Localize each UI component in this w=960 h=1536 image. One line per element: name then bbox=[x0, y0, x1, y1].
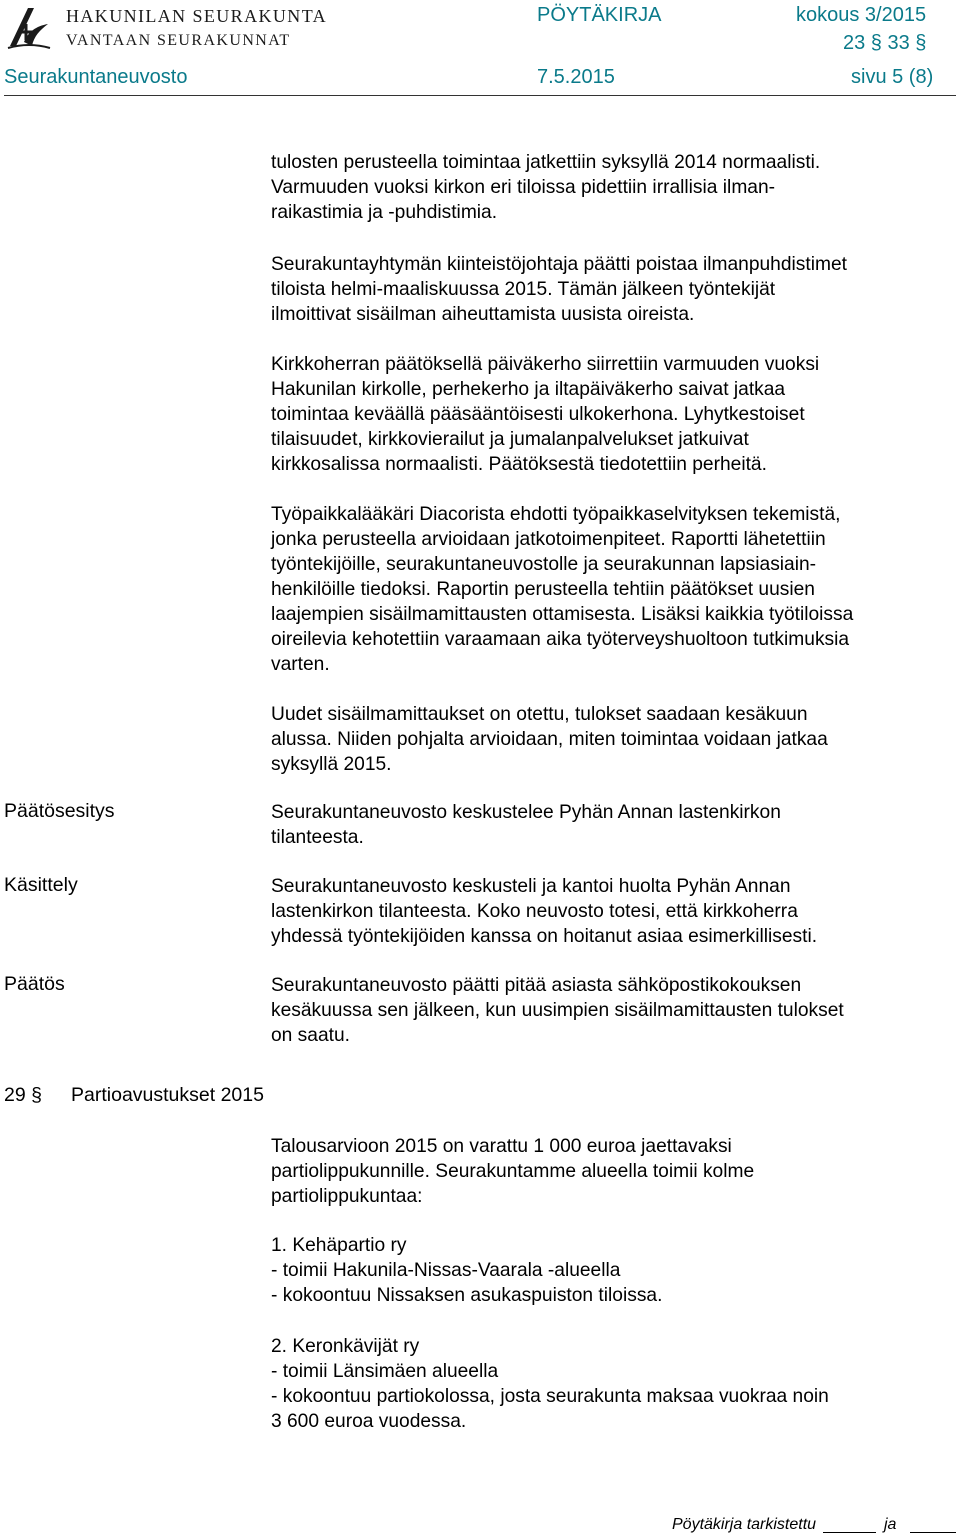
text-line: Kirkkoherran päätöksellä päiväkerho siirrettiin varmuuden vuoksi bbox=[271, 354, 820, 375]
text-line: Varmuuden vuoksi kirkon eri tiloissa pidettiin irrallisia ilman- bbox=[271, 177, 776, 198]
paragraph-4 bbox=[271, 502, 853, 677]
paragraph-5 bbox=[271, 702, 828, 777]
text-line: Talousarvioon 2015 on varattu 1 000 euroa jaettavaksi bbox=[271, 1136, 732, 1157]
section-number: 29 § bbox=[4, 1084, 42, 1106]
text-line: 2. Keronkävijät ry bbox=[271, 1336, 420, 1357]
text-line: jonka perusteella arvioidaan jatkotoimenpiteet. Raportti lähetettiin bbox=[271, 529, 826, 550]
church-emblem-logo bbox=[4, 2, 54, 52]
text-line: Seurakuntayhtymän kiinteistöjohtaja päätti poistaa ilmanpuhdistimet bbox=[271, 254, 847, 275]
text-line: henkilöille tiedoksi. Raportin perusteella tehtiin päätökset uusien bbox=[271, 579, 815, 600]
text-line: kirkkosalissa normaalisti. Päätöksestä tiedotettiin perheitä. bbox=[271, 454, 767, 475]
text-line: Työpaikkalääkäri Diacorista ehdotti työpaikkaselvityksen tekemistä, bbox=[271, 504, 841, 525]
text-line: Hakunilan kirkolle, perhekerho ja iltapäiväkerho saivat jatkaa bbox=[271, 379, 786, 400]
handling-text bbox=[271, 874, 817, 949]
text-line: - toimii Länsimäen alueella bbox=[271, 1361, 499, 1382]
decision-label: Päätös bbox=[4, 973, 65, 995]
text-line: Seurakuntaneuvosto keskusteli ja kantoi huolta Pyhän Annan bbox=[271, 876, 791, 897]
footer-and: ja bbox=[884, 1516, 897, 1533]
text-line: Seurakuntaneuvosto päätti pitää asiasta sähköpostikokouksen bbox=[271, 975, 802, 996]
troop-2 bbox=[271, 1334, 829, 1434]
text-line: kesäkuussa sen jälkeen, kun uusimpien sisäilmamittausten tulokset bbox=[271, 1000, 844, 1021]
proposal-label: Päätösesitys bbox=[4, 800, 115, 822]
doc-type: PÖYTÄKIRJA bbox=[537, 4, 662, 26]
text-line: partiolippukunnille. Seurakuntamme alueella toimii kolme bbox=[271, 1161, 755, 1182]
text-line: tilaisuudet, kirkkovierailut ja jumalanpalvelukset jatkuivat bbox=[271, 429, 749, 450]
text-line: on saatu. bbox=[271, 1025, 350, 1046]
text-line: - kokoontuu Nissaksen asukaspuiston tiloissa. bbox=[271, 1285, 663, 1306]
text-line: alussa. Niiden pohjalta arvioidaan, miten toimintaa voidaan jatkaa bbox=[271, 729, 828, 750]
text-line: Uudet sisäilmamittaukset on otettu, tulokset saadaan kesäkuun bbox=[271, 704, 808, 725]
meeting-body: Seurakuntaneuvosto bbox=[4, 66, 188, 88]
checked-label: Pöytäkirja tarkistettu bbox=[672, 1516, 817, 1533]
text-line: ilmoittivat sisäilman aiheuttamista uusista oireista. bbox=[271, 304, 695, 325]
paragraph-3 bbox=[271, 352, 819, 477]
org-name: HAKUNILAN SEURAKUNTA bbox=[66, 6, 328, 26]
handling-label: Käsittely bbox=[4, 874, 78, 896]
decision-text bbox=[271, 973, 844, 1048]
text-line: 3 600 euroa vuodessa. bbox=[271, 1411, 467, 1432]
text-line: tiloista helmi-maaliskuussa 2015. Tämän jälkeen työntekijät bbox=[271, 279, 776, 300]
paragraph-2 bbox=[271, 252, 847, 327]
org-group-name: VANTAAN SEURAKUNNAT bbox=[66, 32, 291, 49]
text-line: varten. bbox=[271, 654, 330, 675]
page-number: sivu 5 (8) bbox=[851, 66, 934, 88]
signature-line-1 bbox=[823, 1532, 876, 1533]
text-line: laajempien sisäilmamittausten ottamisesta. Lisäksi kaikkia työtiloissa bbox=[271, 604, 854, 625]
text-line: - kokoontuu partiokolossa, josta seurakunta maksaa vuokraa noin bbox=[271, 1386, 829, 1407]
text-line: oireilevia kehotettiin varaamaan aika työterveyshuoltoon tutkimuksia bbox=[271, 629, 850, 650]
troop-1 bbox=[271, 1233, 662, 1308]
text-line: yhdessä työntekijöiden kanssa on hoitanut asiaa esimerkillisesti. bbox=[271, 926, 818, 947]
section-intro bbox=[271, 1134, 754, 1209]
section-title: Partioavustukset 2015 bbox=[71, 1084, 264, 1106]
section-range: 23 § 33 § bbox=[843, 32, 927, 54]
meeting-date: 7.5.2015 bbox=[537, 66, 615, 88]
proposal-text bbox=[271, 800, 781, 850]
text-line: toimintaa keväällä pääsääntöisesti ulkokerhona. Lyhytkestoiset bbox=[271, 404, 805, 425]
signature-line-2 bbox=[910, 1532, 956, 1533]
text-line: partiolippukuntaa: bbox=[271, 1186, 423, 1207]
text-line: lastenkirkon tilanteesta. Koko neuvosto totesi, että kirkkoherra bbox=[271, 901, 798, 922]
paragraph-1 bbox=[271, 150, 820, 225]
text-line: tulosten perusteella toimintaa jatkettiin syksyllä 2014 normaalisti. bbox=[271, 152, 821, 173]
header-divider bbox=[4, 95, 956, 96]
text-line: raikastimia ja -puhdistimia. bbox=[271, 202, 498, 223]
text-line: tilanteesta. bbox=[271, 827, 364, 848]
text-line: työntekijöille, seurakuntaneuvostolle ja seurakunnan lapsiasiain- bbox=[271, 554, 817, 575]
text-line: - toimii Hakunila-Nissas-Vaarala -alueella bbox=[271, 1260, 621, 1281]
text-line: Seurakuntaneuvosto keskustelee Pyhän Annan lastenkirkon bbox=[271, 802, 781, 823]
text-line: syksyllä 2015. bbox=[271, 754, 392, 775]
meeting-number: kokous 3/2015 bbox=[796, 4, 927, 26]
text-line: 1. Kehäpartio ry bbox=[271, 1235, 407, 1256]
